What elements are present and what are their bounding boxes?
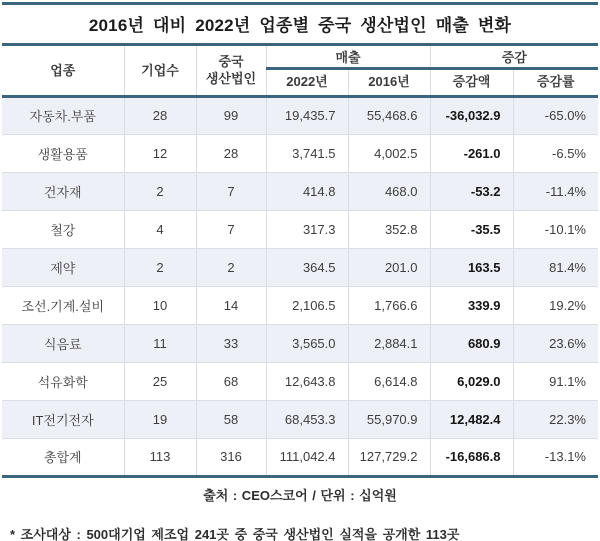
- header-group-revenue: 매출: [266, 46, 430, 68]
- table-row: [2, 362, 598, 400]
- cell-revenue-2022: 3,565.0: [266, 324, 348, 362]
- cell-industry: 제약: [2, 248, 124, 286]
- cell-revenue-2022: 111,042.4: [266, 438, 348, 476]
- header-industry: 업종: [2, 46, 124, 96]
- cell-revenue-2022: 364.5: [266, 248, 348, 286]
- survey-footnote: * 조사대상 : 500대기업 제조업 241곳 중 중국 생산법인 실적을 공개한 113곳: [10, 526, 460, 541]
- cell-companies: 28: [124, 96, 196, 134]
- cell-revenue-2016: 55,970.9: [348, 400, 430, 438]
- cell-revenue-2022: 414.8: [266, 172, 348, 210]
- header-change-amount: 증감액: [430, 68, 513, 96]
- table-row: [2, 248, 598, 286]
- cell-industry: 철강: [2, 210, 124, 248]
- cell-china-corps: 68: [196, 362, 266, 400]
- cell-revenue-2016: 127,729.2: [348, 438, 430, 476]
- cell-china-corps: 316: [196, 438, 266, 476]
- cell-change-rate: -11.4%: [513, 172, 598, 210]
- header-year-2022: 2022년: [266, 68, 348, 96]
- cell-revenue-2022: 68,453.3: [266, 400, 348, 438]
- cell-revenue-2022: 2,106.5: [266, 286, 348, 324]
- header-china-corps-line2: 생산법인: [205, 71, 257, 87]
- cell-change-rate: 19.2%: [513, 286, 598, 324]
- cell-companies: 11: [124, 324, 196, 362]
- header-china-corps: [196, 46, 266, 96]
- table-header-row-groups: [2, 46, 598, 68]
- cell-revenue-2022: 12,643.8: [266, 362, 348, 400]
- page-title-bar: [2, 2, 598, 46]
- cell-revenue-2016: 1,766.6: [348, 286, 430, 324]
- cell-industry: 조선.기계.설비: [2, 286, 124, 324]
- table-row: [2, 134, 598, 172]
- table-row: [2, 400, 598, 438]
- cell-revenue-2016: 2,884.1: [348, 324, 430, 362]
- cell-companies: 4: [124, 210, 196, 248]
- cell-companies: 19: [124, 400, 196, 438]
- source-note: 출처 : CEO스코어 / 단위 : 십억원: [203, 487, 397, 503]
- table-header: [2, 46, 598, 96]
- cell-change-amount: -36,032.9: [430, 96, 513, 134]
- cell-industry: 총합계: [2, 438, 124, 476]
- table-row-total: [2, 438, 598, 476]
- table-row: [2, 210, 598, 248]
- table-row: [2, 172, 598, 210]
- cell-revenue-2016: 201.0: [348, 248, 430, 286]
- cell-change-rate: -13.1%: [513, 438, 598, 476]
- cell-industry: 식음료: [2, 324, 124, 362]
- page-title: 2016년 대비 2022년 업종별 중국 생산법인 매출 변화: [88, 16, 512, 35]
- cell-china-corps: 7: [196, 172, 266, 210]
- header-china-corps-line1: 중국: [218, 53, 244, 69]
- cell-change-amount: -261.0: [430, 134, 513, 172]
- cell-industry: 건자재: [2, 172, 124, 210]
- cell-change-amount: 680.9: [430, 324, 513, 362]
- cell-china-corps: 58: [196, 400, 266, 438]
- table-row: [2, 96, 598, 134]
- cell-change-amount: -53.2: [430, 172, 513, 210]
- cell-change-amount: 339.9: [430, 286, 513, 324]
- cell-companies: 10: [124, 286, 196, 324]
- header-group-change: 증감: [430, 46, 598, 68]
- cell-industry: 생활용품: [2, 134, 124, 172]
- cell-revenue-2016: 6,614.8: [348, 362, 430, 400]
- cell-change-rate: 22.3%: [513, 400, 598, 438]
- cell-revenue-2016: 468.0: [348, 172, 430, 210]
- cell-china-corps: 2: [196, 248, 266, 286]
- cell-revenue-2016: 4,002.5: [348, 134, 430, 172]
- data-table: [2, 46, 598, 478]
- cell-companies: 2: [124, 248, 196, 286]
- cell-china-corps: 7: [196, 210, 266, 248]
- cell-change-rate: -10.1%: [513, 210, 598, 248]
- header-companies: 기업수: [124, 46, 196, 96]
- cell-industry: 석유화학: [2, 362, 124, 400]
- cell-revenue-2022: 317.3: [266, 210, 348, 248]
- cell-change-rate: 23.6%: [513, 324, 598, 362]
- cell-companies: 113: [124, 438, 196, 476]
- cell-revenue-2016: 55,468.6: [348, 96, 430, 134]
- cell-change-rate: -6.5%: [513, 134, 598, 172]
- cell-companies: 12: [124, 134, 196, 172]
- cell-change-amount: -16,686.8: [430, 438, 513, 476]
- cell-change-amount: 6,029.0: [430, 362, 513, 400]
- cell-companies: 25: [124, 362, 196, 400]
- cell-industry: 자동차.부품: [29, 109, 96, 125]
- cell-china-corps: 28: [196, 134, 266, 172]
- cell-change-amount: 163.5: [430, 248, 513, 286]
- cell-china-corps: 14: [196, 286, 266, 324]
- table-row: [2, 286, 598, 324]
- header-year-2016: 2016년: [348, 68, 430, 96]
- cell-companies: 2: [124, 172, 196, 210]
- cell-revenue-2022: 19,435.7: [266, 96, 348, 134]
- cell-change-rate: 81.4%: [513, 248, 598, 286]
- cell-change-amount: 12,482.4: [430, 400, 513, 438]
- cell-revenue-2016: 352.8: [348, 210, 430, 248]
- cell-china-corps: 99: [196, 96, 266, 134]
- table-body: [2, 96, 598, 476]
- header-change-rate: 증감률: [513, 68, 598, 96]
- cell-change-rate: 91.1%: [513, 362, 598, 400]
- cell-revenue-2022: 3,741.5: [266, 134, 348, 172]
- cell-industry: IT전기전자: [2, 400, 124, 438]
- table-row: [2, 324, 598, 362]
- cell-change-amount: -35.5: [430, 210, 513, 248]
- cell-change-rate: -65.0%: [513, 96, 598, 134]
- cell-china-corps: 33: [196, 324, 266, 362]
